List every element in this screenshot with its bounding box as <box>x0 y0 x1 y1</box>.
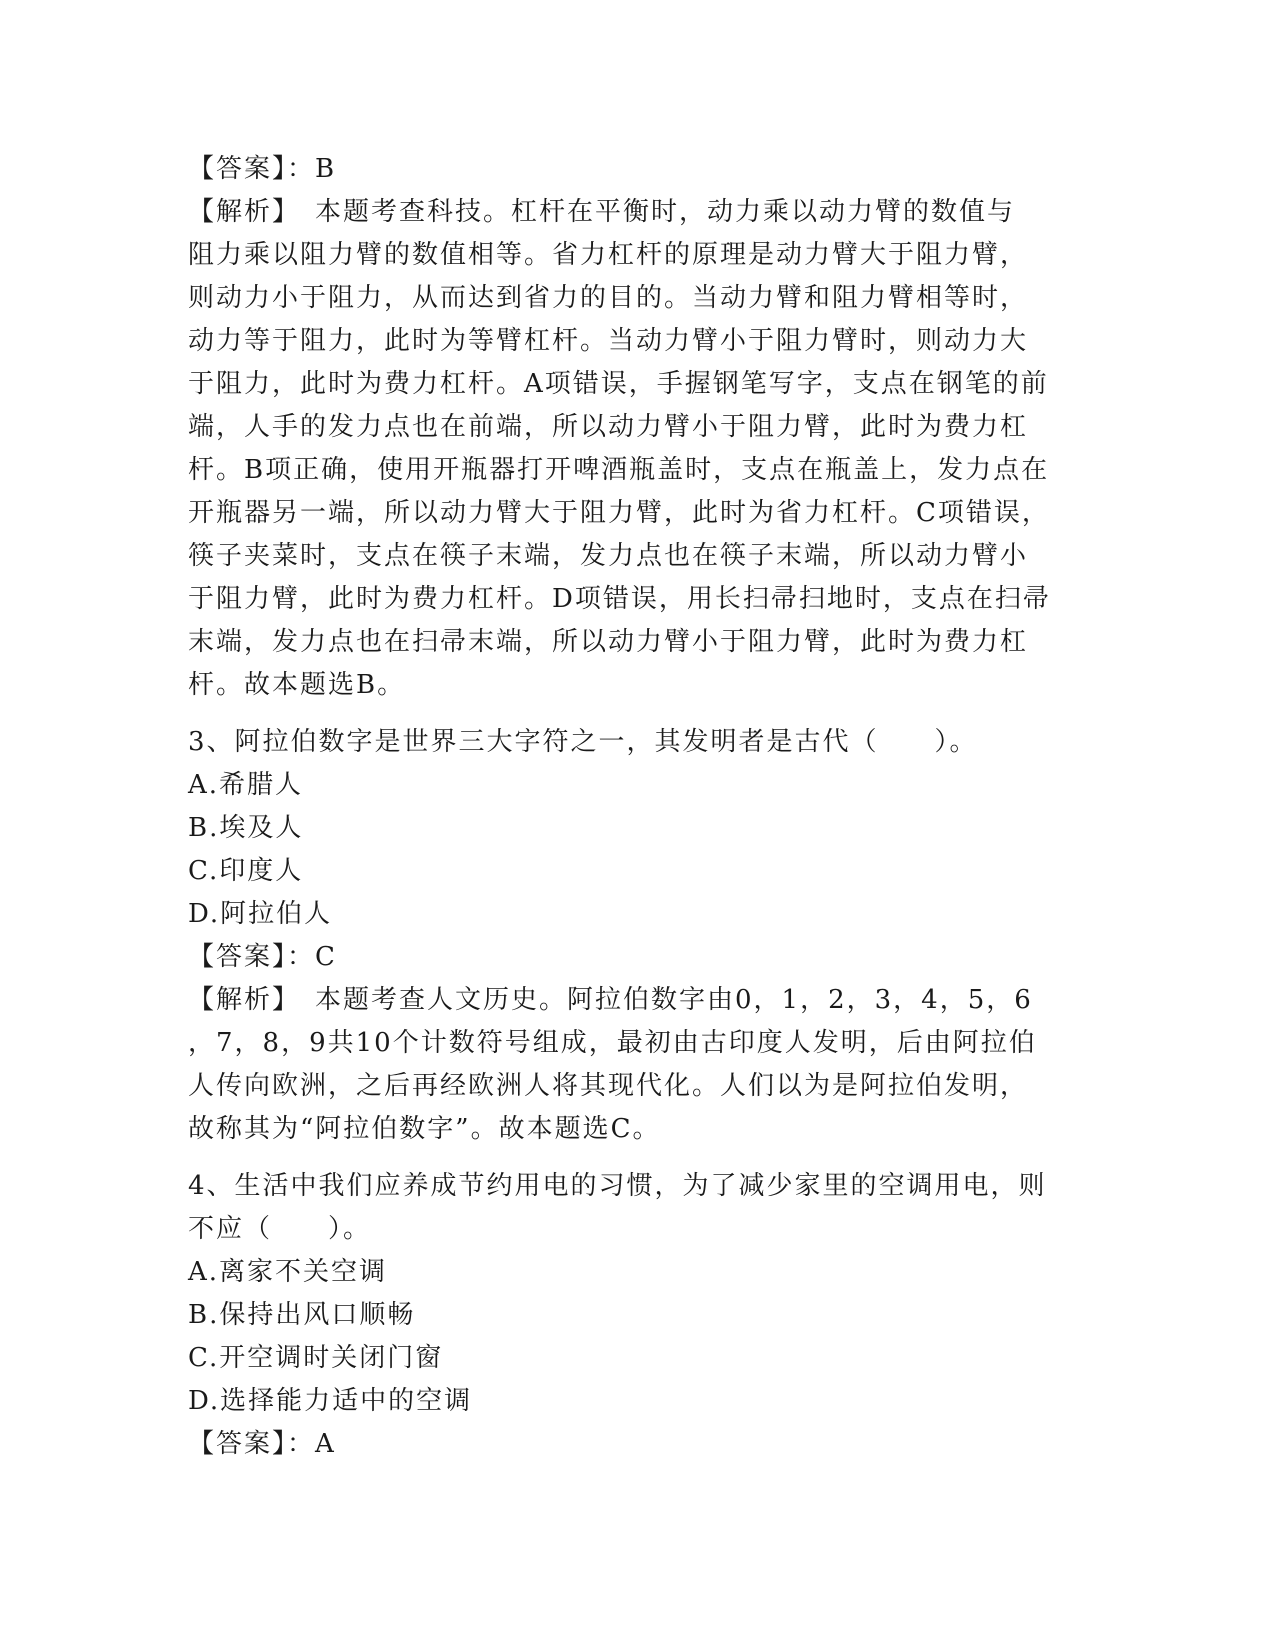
q2-analysis-line: 端，人手的发力点也在前端，所以动力臂小于阻力臂，此时为费力杠 <box>188 412 1029 442</box>
q2-analysis-line: 于阻力臂，此时为费力杠杆。D项错误，用长扫帚扫地时，支点在扫帚 <box>188 584 1051 614</box>
q2-analysis-line: 杆。B项正确，使用开瓶器打开啤酒瓶盖时，支点在瓶盖上，发力点在 <box>188 455 1050 485</box>
q2-answer: 【答案】：B <box>188 154 337 184</box>
q4-option-a: A.离家不关空调 <box>188 1257 388 1287</box>
q3-option-b: B.埃及人 <box>188 813 304 843</box>
q3-analysis-line: 【解析】 本题考查人文历史。阿拉伯数字由0，1，2，3，4，5，6 <box>188 985 1033 1015</box>
q2-analysis-line: 杆。故本题选B。 <box>188 670 406 700</box>
q3-analysis-line: ，7，8，9共10个计数符号组成，最初由古印度人发明，后由阿拉伯 <box>188 1028 1037 1058</box>
q2-analysis-line: 阻力乘以阻力臂的数值相等。省力杠杆的原理是动力臂大于阻力臂， <box>188 240 1029 270</box>
q2-analysis-line: 于阻力，此时为费力杠杆。A项错误，手握钢笔写字，支点在钢笔的前 <box>188 369 1049 399</box>
q3-answer: 【答案】：C <box>188 942 337 972</box>
q4-stem-line: 不应（ ）。 <box>188 1214 372 1244</box>
document-page <box>188 148 1088 1466</box>
q2-analysis-line: 【解析】 本题考查科技。杠杆在平衡时，动力乘以动力臂的数值与 <box>188 197 1016 227</box>
q2-analysis-line: 动力等于阻力，此时为等臂杠杆。当动力臂小于阻力臂时，则动力大 <box>188 326 1029 356</box>
q2-analysis-line: 则动力小于阻力，从而达到省力的目的。当动力臂和阻力臂相等时， <box>188 283 1029 313</box>
q3-option-c: C.印度人 <box>188 856 304 886</box>
q2-analysis-line: 开瓶器另一端，所以动力臂大于阻力臂，此时为省力杠杆。C项错误， <box>188 498 1050 528</box>
q3-analysis-line: 故称其为“阿拉伯数字”。故本题选C。 <box>188 1114 661 1144</box>
q4-answer: 【答案】：A <box>188 1429 336 1459</box>
q4-option-d: D.选择能力适中的空调 <box>188 1386 473 1416</box>
q3-stem: 3、阿拉伯数字是世界三大字符之一，其发明者是古代（ ）。 <box>188 727 978 757</box>
q2-analysis-line: 筷子夹菜时，支点在筷子末端，发力点也在筷子末端，所以动力臂小 <box>188 541 1029 571</box>
q3-analysis-line: 人传向欧洲，之后再经欧洲人将其现代化。人们以为是阿拉伯发明， <box>188 1071 1029 1101</box>
q4-option-c: C.开空调时关闭门窗 <box>188 1343 444 1373</box>
q3-option-a: A.希腊人 <box>188 770 304 800</box>
q4-option-b: B.保持出风口顺畅 <box>188 1300 416 1330</box>
q2-analysis-line: 末端，发力点也在扫帚末端，所以动力臂小于阻力臂，此时为费力杠 <box>188 627 1029 657</box>
q4-stem-line: 4、生活中我们应养成节约用电的习惯，为了减少家里的空调用电，则 <box>188 1171 1047 1201</box>
q3-option-d: D.阿拉伯人 <box>188 899 333 929</box>
